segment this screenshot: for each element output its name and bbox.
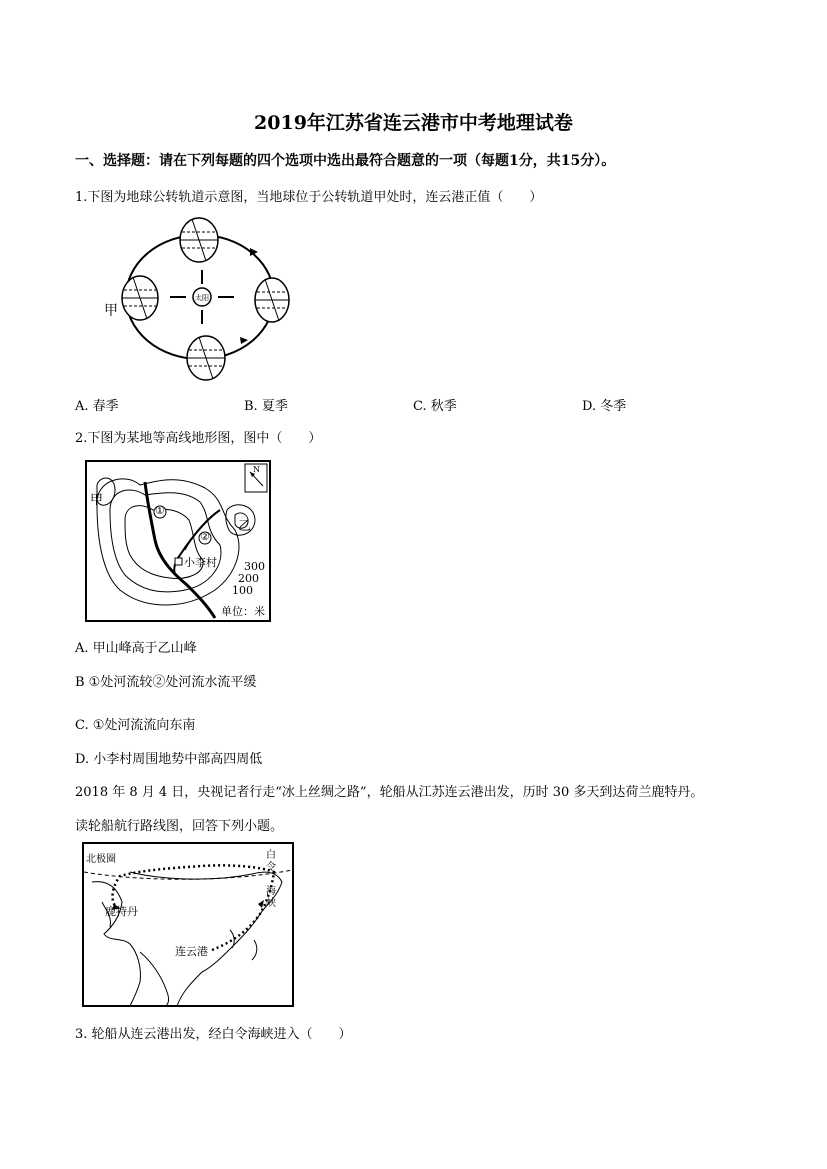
q1-option-c: C. 秋季 xyxy=(413,399,457,414)
strait-char-1: 白 xyxy=(266,850,276,861)
question-2-stem: 2.下图为某地等高线地形图，图中（ ） xyxy=(75,431,322,446)
arctic-circle-label: 北极圈 xyxy=(86,854,116,865)
orbit-arrow-bottom xyxy=(240,337,248,344)
peak-jia-label: 甲 xyxy=(90,493,104,508)
contour-100-label: 100 xyxy=(232,584,253,597)
q1-option-a: A. 春季 xyxy=(75,399,119,414)
strait-char-2: 令 xyxy=(266,862,276,873)
q2-option-d: D. 小李村周围地势中部高四周低 xyxy=(75,752,263,767)
earth-left xyxy=(122,276,158,320)
passage-line-2: 读轮船航行路线图，回答下列小题。 xyxy=(75,819,284,834)
lianyungang-label: 连云港 xyxy=(175,945,208,958)
question-3-stem: 3. 轮船从连云港出发，经白令海峡进入（ ） xyxy=(75,1027,352,1042)
earth-bottom xyxy=(187,336,225,380)
orbit-diagram xyxy=(100,210,300,385)
contour-map xyxy=(85,460,271,622)
unit-label: 单位：米 xyxy=(221,605,265,618)
q2-option-a: A. 甲山峰高于乙山峰 xyxy=(75,641,197,656)
strait-char-3: 海 xyxy=(266,886,276,897)
q2-option-b: B ①处河流较②处河流水流平缓 xyxy=(75,675,257,690)
contour-200-label: 200 xyxy=(238,572,259,585)
q1-option-b: B. 夏季 xyxy=(244,399,288,414)
north-label: N xyxy=(253,465,260,474)
route-map xyxy=(82,842,294,1007)
earth-top xyxy=(180,218,218,262)
river-marker-1: ① xyxy=(155,504,165,517)
q2-option-c: C. ①处河流流向东南 xyxy=(75,718,196,733)
earth-right xyxy=(255,278,289,322)
orbit-position-jia: 甲 xyxy=(104,303,118,319)
section-heading: 一、选择题：请在下列每题的四个选项中选出最符合题意的一项（每题1分，共15分）。 xyxy=(75,153,616,169)
question-1-stem: 1.下图为地球公转轨道示意图，当地球位于公转轨道甲处时，连云港正值（ ） xyxy=(75,190,543,205)
passage-line-1: 2018 年 8 月 4 日，央视记者行走“冰上丝绸之路”，轮船从江苏连云港出发，历时 30 多天到达荷兰鹿特丹。 xyxy=(75,785,704,800)
q1-option-d: D. 冬季 xyxy=(582,399,627,414)
rotterdam-label: 鹿特丹 xyxy=(105,905,138,918)
peak-yi-label: 乙 xyxy=(238,519,252,534)
contour-300-label: 300 xyxy=(244,560,265,573)
village-label: 小李村 xyxy=(184,556,217,569)
page-title: 2019年江苏省连云港市中考地理试卷 xyxy=(254,112,573,134)
river-marker-2: ② xyxy=(200,530,210,543)
sun-label: 太阳 xyxy=(195,294,209,302)
strait-char-4: 峡 xyxy=(266,898,276,909)
